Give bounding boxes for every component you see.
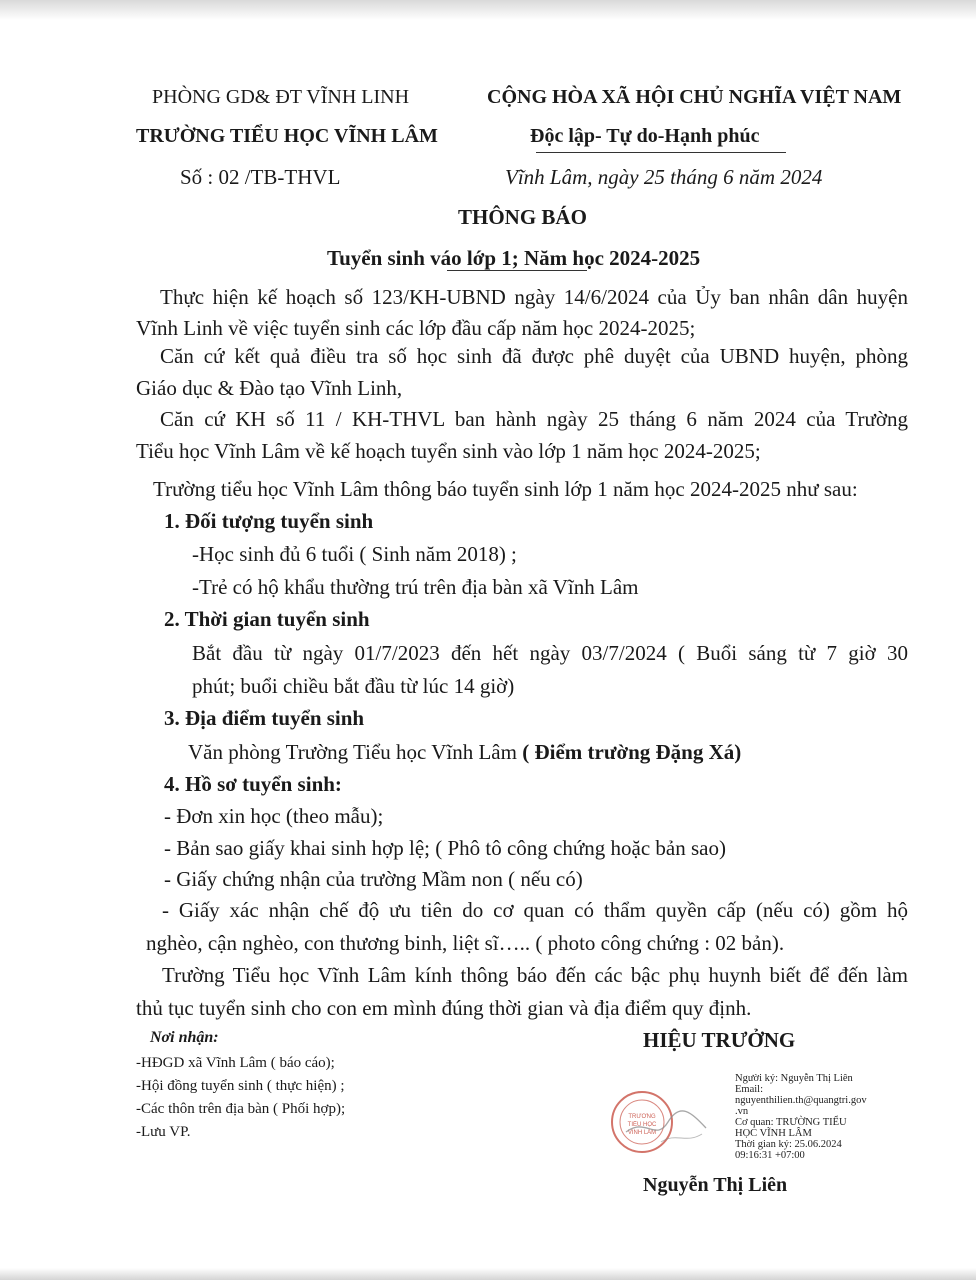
section-1-item-1: -Học sinh đủ 6 tuổi ( Sinh năm 2018) ; xyxy=(192,542,517,566)
section-4-item-2: - Bản sao giấy khai sinh hợp lệ; ( Phô tô công chứng hoặc bản sao) xyxy=(164,836,726,860)
section-2-line-2: phút; buổi chiều bắt đầu từ lúc 14 giờ) xyxy=(192,674,515,698)
page-top-edge xyxy=(0,0,976,20)
intro-paragraph-2-line-1: Căn cứ kết quả điều tra số học sinh đã được phê duyệt của UBND huyện, phòng xyxy=(160,344,908,368)
svg-text:VĨNH LÂM: VĨNH LÂM xyxy=(627,1130,657,1136)
intro-paragraph-3-line-1: Căn cứ KH số 11 / KH-THVL ban hành ngày 25 tháng 6 năm 2024 của Trường xyxy=(160,407,908,431)
section-2-title: 2. Thời gian tuyển sinh xyxy=(164,607,370,631)
closing-line-1: Trường Tiểu học Vĩnh Lâm kính thông báo đến các bậc phụ huynh biết để đến làm xyxy=(162,963,908,987)
section-3-text xyxy=(188,740,741,765)
svg-text:TRƯỜNG: TRƯỜNG xyxy=(628,1114,656,1120)
document-title: THÔNG BÁO xyxy=(458,205,587,229)
section-3-location: Văn phòng Trường Tiểu học Vĩnh Lâm xyxy=(188,740,523,764)
school-name: TRƯỜNG TIỂU HỌC VĨNH LÂM xyxy=(136,125,438,147)
section-2-line-1: Bắt đầu từ ngày 01/7/2023 đến hết ngày 03/7/2024 ( Buổi sáng từ 7 giờ 30 xyxy=(192,641,908,665)
section-3-location-detail: ( Điểm trường Đặng Xá) xyxy=(522,740,742,764)
recipient-item-3: -Các thôn trên địa bàn ( Phối hợp); xyxy=(136,1101,346,1117)
recipients-heading: Nơi nhận: xyxy=(150,1029,219,1046)
intro-paragraph-4: Trường tiểu học Vĩnh Lâm thông báo tuyển sinh lớp 1 năm học 2024-2025 như sau: xyxy=(153,477,858,501)
digital-signature-line-4: .vn xyxy=(735,1106,749,1117)
closing-line-2: thủ tục tuyển sinh cho con em mình đúng thời gian và địa điểm quy định. xyxy=(136,996,752,1020)
school-stamp xyxy=(606,1082,716,1162)
date-line: Vĩnh Lâm, ngày 25 tháng 6 năm 2024 xyxy=(505,165,823,189)
intro-paragraph-2-line-2: Giáo dục & Đào tạo Vĩnh Linh, xyxy=(136,376,403,400)
national-motto: Độc lập- Tự do-Hạnh phúc xyxy=(530,125,760,147)
intro-paragraph-1-line-2: Vĩnh Linh về việc tuyển sinh các lớp đầu cấp năm học 2024-2025; xyxy=(136,316,696,340)
digital-signature-line-1: Người ký: Nguyễn Thị Liên xyxy=(735,1073,853,1084)
recipient-item-4: -Lưu VP. xyxy=(136,1124,191,1140)
digital-signature-line-3: nguyenthilien.th@quangtri.gov xyxy=(735,1095,867,1106)
section-4-item-4-line-2: nghèo, cận nghèo, con thương binh, liệt sĩ….. ( photo công chứng : 02 bản). xyxy=(146,931,785,955)
digital-signature-line-8: 09:16:31 +07:00 xyxy=(735,1150,805,1161)
page-bottom-edge xyxy=(0,1268,976,1280)
recipient-item-2: -Hội đồng tuyển sinh ( thực hiện) ; xyxy=(136,1078,345,1094)
signer-name: Nguyễn Thị Liên xyxy=(643,1174,788,1196)
digital-signature-line-5: Cơ quan: TRƯỜNG TIỂU xyxy=(735,1117,847,1128)
section-3-title: 3. Địa điểm tuyển sinh xyxy=(164,706,365,730)
section-4-item-1: - Đơn xin học (theo mẫu); xyxy=(164,804,384,828)
intro-paragraph-1-line-1: Thực hiện kế hoạch số 123/KH-UBND ngày 14/6/2024 của Ủy ban nhân dân huyện xyxy=(160,285,908,309)
national-title: CỘNG HÒA XÃ HỘI CHỦ NGHĨA VIỆT NAM xyxy=(487,86,902,108)
signer-role: HIỆU TRƯỞNG xyxy=(643,1028,796,1052)
department-name: PHÒNG GD& ĐT VĨNH LINH xyxy=(152,86,410,108)
motto-underline xyxy=(536,152,786,153)
section-1-title: 1. Đối tượng tuyển sinh xyxy=(164,509,374,533)
svg-text:TIỂU HỌC: TIỂU HỌC xyxy=(627,1122,657,1128)
digital-signature-line-6: HỌC VĨNH LÂM xyxy=(735,1128,812,1139)
digital-signature-line-2: Email: xyxy=(735,1084,763,1095)
section-1-item-2: -Trẻ có hộ khẩu thường trú trên địa bàn xã Vĩnh Lâm xyxy=(192,575,639,599)
document-subtitle: Tuyển sinh váo lớp 1; Năm học 2024-2025 xyxy=(327,246,701,270)
digital-signature-line-7: Thời gian ký: 25.06.2024 xyxy=(735,1139,842,1150)
intro-paragraph-3-line-2: Tiểu học Vĩnh Lâm về kế hoạch tuyển sinh vào lớp 1 năm học 2024-2025; xyxy=(136,439,761,463)
section-4-title: 4. Hồ sơ tuyển sinh: xyxy=(164,772,342,796)
document-number: Số : 02 /TB-THVL xyxy=(180,165,341,189)
recipient-item-1: -HĐGD xã Vĩnh Lâm ( báo cáo); xyxy=(136,1055,335,1071)
section-4-item-4-line-1: - Giấy xác nhận chế độ ưu tiên do cơ quan có thẩm quyền cấp (nếu có) gồm hộ xyxy=(162,898,908,922)
subtitle-underline xyxy=(447,270,587,271)
section-4-item-3: - Giấy chứng nhận của trường Mầm non ( nếu có) xyxy=(164,867,583,891)
